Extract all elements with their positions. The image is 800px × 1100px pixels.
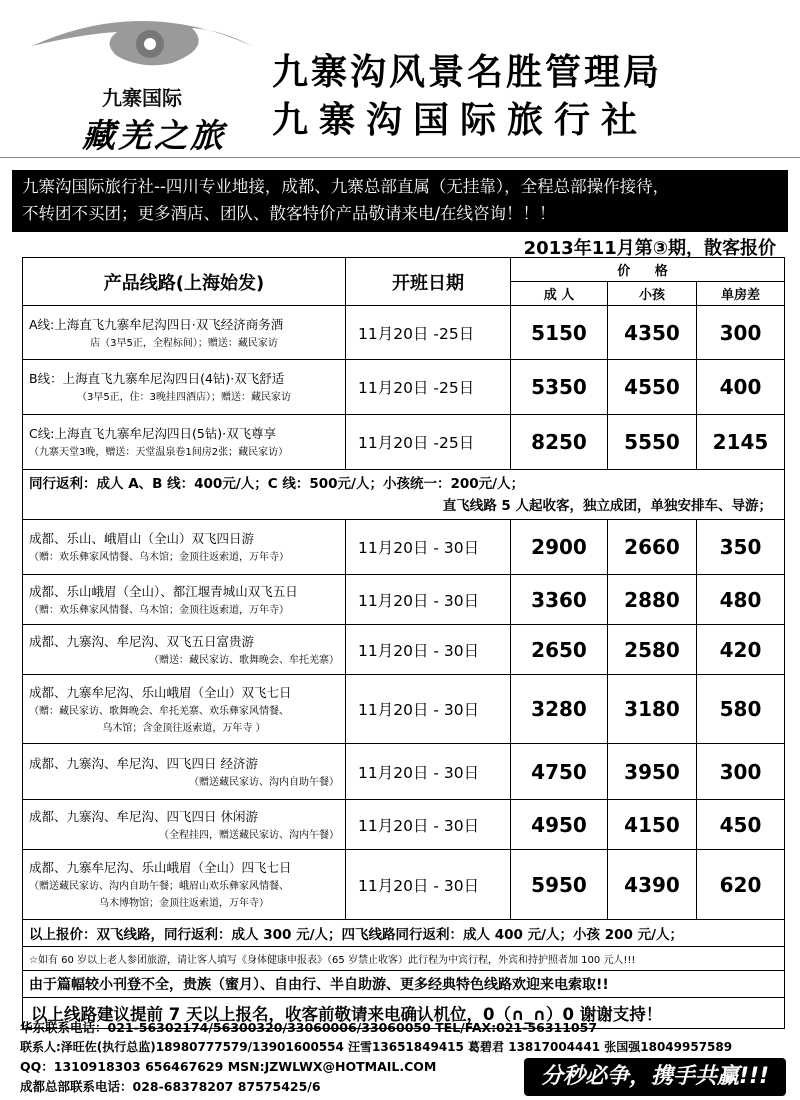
price-adult: 3360: [511, 575, 608, 625]
route-title: 成都、九寨牟尼沟、乐山峨眉（全山）四飞七日: [29, 860, 292, 875]
header-price: 价 格: [511, 258, 785, 282]
header-date: 开班日期: [346, 258, 511, 306]
more-routes-note: 由于篇幅较小刊登不全，贵族（蜜月）、自由行、半自助游、更多经典特色线路欢迎来电索取!!: [23, 971, 785, 998]
route-date: 11月20日 -25日: [346, 415, 511, 470]
header-route: 产品线路(上海始发): [23, 258, 346, 306]
advance-booking-note: 以上线路建议提前 7 天以上报名，收客前敬请来电确认机位，0（∩_∩）0 谢谢支持！: [23, 998, 785, 1029]
route-date: 11月20日 -25日: [346, 360, 511, 415]
table-row: [23, 306, 785, 360]
header-adult: 成 人: [511, 282, 608, 306]
header-child: 小孩: [608, 282, 697, 306]
price-child: 4550: [608, 360, 697, 415]
route-title: C线:上海直飞九寨牟尼沟四日(5钻)·双飞尊享: [29, 426, 277, 441]
route-date: 11月20日 - 30日: [346, 800, 511, 850]
route-sub: （3早5正，住：3晚挂四酒店）；赠送：藏民家访: [76, 392, 292, 403]
price-child: 3180: [608, 675, 697, 744]
org-name-line1: 九寨沟风景名胜管理局: [272, 52, 663, 93]
contact-line-east: 华东联系电话：021-56302174/56300320/33060006/33060050 TEL/FAX:021-56311057: [20, 1020, 598, 1035]
route-date: 11月20日 - 30日: [346, 744, 511, 800]
rebate-note: 以上报价：双飞线路，同行返利：成人 300 元/人；四飞线路同行返利：成人 400 元/人；小孩 200 元/人；: [23, 920, 785, 947]
table-row: [23, 520, 785, 575]
price-adult: 4950: [511, 800, 608, 850]
eye-logo-icon: [22, 8, 262, 88]
price-adult: 4750: [511, 744, 608, 800]
price-child: 4350: [608, 306, 697, 360]
route-cell: [23, 415, 346, 470]
route-title: 成都、九寨牟尼沟、乐山峨眉（全山）双飞七日: [29, 684, 292, 700]
price-child: 5550: [608, 415, 697, 470]
route-sub: （赠：藏民家访、歌舞晚会、牟托羌寨、欢乐彝家风情餐、: [29, 705, 289, 717]
route-title: 成都、乐山、峨眉山（全山）双飞四日游: [29, 531, 255, 546]
table-row: [23, 625, 785, 675]
price-single: 2145: [697, 415, 785, 470]
route-title: 成都、九寨沟、牟尼沟、双飞五日富贵游: [29, 633, 255, 649]
route-cell: [23, 360, 346, 415]
table-row: [23, 675, 785, 744]
period-title: 2013年11月第③期，散客报价: [523, 238, 776, 259]
price-single: 480: [697, 575, 785, 625]
route-sub: （赠：欢乐彝家风情餐、乌木馆；金顶往返索道，万年寺）: [29, 604, 289, 616]
price-single: 580: [697, 675, 785, 744]
route-title: 成都、九寨沟、牟尼沟、四飞四日 经济游: [29, 755, 258, 771]
price-adult: 5350: [511, 360, 608, 415]
route-cell: [23, 520, 346, 575]
route-title: A线:上海直飞九寨牟尼沟四日·双飞经济商务酒: [29, 316, 284, 332]
table-row: [23, 850, 785, 920]
contact-line-qq: QQ：1310918303 656467629 MSN:JZWLWX@HOTMAIL.COM: [20, 1059, 437, 1074]
price-child: 2580: [608, 625, 697, 675]
price-child: 2880: [608, 575, 697, 625]
route-sub: （赠送藏民家访、沟内自助午餐）: [189, 776, 339, 788]
price-child: 2660: [608, 520, 697, 575]
price-child: 4390: [608, 850, 697, 920]
price-single: 400: [697, 360, 785, 415]
price-adult: 2900: [511, 520, 608, 575]
price-single: 300: [697, 744, 785, 800]
price-single: 450: [697, 800, 785, 850]
route-sub: （九寨天堂3晚，赠送：天堂温泉卷1间房2张；藏民家访）: [29, 447, 289, 458]
route-date: 11月20日 - 30日: [346, 675, 511, 744]
logo-name: 藏羌之旅: [82, 116, 226, 155]
route-date: 11月20日 - 30日: [346, 850, 511, 920]
route-sub: 店（3早5正，全程标间）；赠送：藏民家访: [90, 337, 278, 349]
route-date: 11月20日 - 30日: [346, 625, 511, 675]
age-note: ☆如有 60 岁以上老人参团旅游，请让客人填写《身体健康申报表》（65 岁禁止收客）此行程为中宾行程，外宾和持护照者加 100 元人!!!: [23, 947, 785, 971]
banner-line2: 不转团不买团；更多酒店、团队、散客特价产品敬请来电/在线咨询！！！: [22, 204, 556, 223]
table-row: [23, 360, 785, 415]
price-adult: 8250: [511, 415, 608, 470]
company-logo: [22, 8, 262, 153]
table-row: [23, 575, 785, 625]
header-single: 单房差: [697, 282, 785, 306]
peer-note-line1: 同行返利：成人 A、B 线：400元/人；C 线：500元/人；小孩统一：200元/人；: [29, 475, 525, 492]
route-sub: （赠送藏民家访、沟内自助午餐；峨眉山欢乐彝家风情餐、: [29, 881, 289, 892]
route-sub: 乌木博物馆；金顶往返索道，万年寺）: [99, 898, 269, 909]
price-single: 350: [697, 520, 785, 575]
price-adult: 2650: [511, 625, 608, 675]
route-title: B线：上海直飞九寨牟尼沟四日(4钻)·双飞舒适: [29, 371, 285, 386]
price-adult: 5950: [511, 850, 608, 920]
price-single: 620: [697, 850, 785, 920]
price-single: 300: [697, 306, 785, 360]
contact-line-people: 联系人:泽旺佐(执行总监)18980777579/13901600554 汪雪13651849415 葛碧君 13817004441 张国强18049957589: [20, 1039, 733, 1054]
route-sub: （赠送：藏民家访、歌舞晚会、牟托羌寨）: [149, 654, 339, 666]
contact-line-chengdu: 成都总部联系电话：028-68378207 87575425/6: [20, 1078, 321, 1094]
price-adult: 5150: [511, 306, 608, 360]
logo-subtitle: 九寨国际: [102, 86, 182, 110]
route-cell: [23, 306, 346, 360]
route-date: 11月20日 - 30日: [346, 520, 511, 575]
price-table: [22, 257, 785, 1029]
route-cell: [23, 625, 346, 675]
route-cell: [23, 800, 346, 850]
route-title: 成都、乐山峨眉（全山）、都江堰青城山双飞五日: [29, 583, 298, 599]
price-child: 4150: [608, 800, 697, 850]
peer-rebate-note: [23, 470, 785, 520]
price-adult: 3280: [511, 675, 608, 744]
page-header: [0, 0, 800, 158]
table-row: [23, 744, 785, 800]
route-cell: [23, 675, 346, 744]
org-name-line2: 九寨沟国际旅行社: [272, 100, 649, 141]
route-cell: [23, 850, 346, 920]
banner-line1: 九寨沟国际旅行社--四川专业地接，成都、九寨总部直属（无挂靠），全程总部操作接待，: [22, 177, 670, 196]
table-row: [23, 415, 785, 470]
table-row: [23, 800, 785, 850]
route-date: 11月20日 -25日: [346, 306, 511, 360]
peer-note-line2: 直飞线路 5 人起收客，独立成团，单独安排车、导游；: [442, 497, 773, 514]
slogan-badge: 分秒必争，携手共赢!!!: [524, 1058, 786, 1096]
route-sub: （赠：欢乐彝家风情餐、乌木馆；金顶往返索道，万年寺）: [29, 552, 289, 563]
route-title: 成都、九寨沟、牟尼沟、四飞四日 休闲游: [29, 808, 258, 824]
route-cell: [23, 575, 346, 625]
route-date: 11月20日 - 30日: [346, 575, 511, 625]
intro-banner: [12, 170, 788, 232]
price-child: 3950: [608, 744, 697, 800]
route-sub: （全程挂四，赠送藏民家访、沟内午餐）: [159, 829, 339, 841]
price-single: 420: [697, 625, 785, 675]
route-cell: [23, 744, 346, 800]
route-sub: 乌木馆；含金顶往返索道，万年寺 ）: [102, 722, 266, 734]
